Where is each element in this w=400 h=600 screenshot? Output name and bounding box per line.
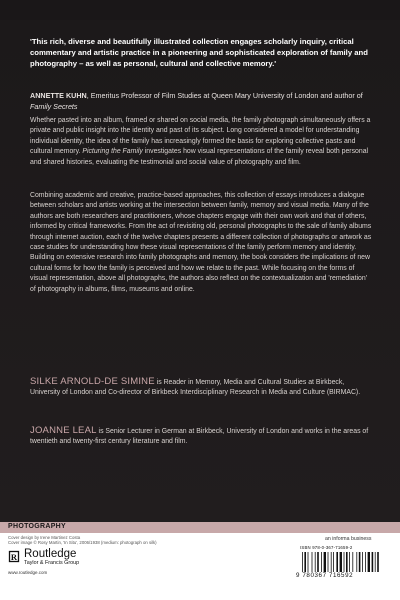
svg-text:R: R	[10, 552, 18, 562]
endorsement-attribution	[30, 90, 375, 112]
publisher-group: Taylor & Francis Group	[24, 560, 80, 566]
cover-design-credit: Cover design by Irene Martinez Costa	[8, 535, 81, 540]
informa-tagline: an informa business	[325, 536, 372, 542]
blurb-book-title: Picturing the Family	[82, 148, 143, 156]
blurb-p1-part-a: Whether pasted into an album, framed or shared on social media, the family photograph simultaneously offers a private and public insight into the identity and past of its subject. Long considered a model for understanding individual identity, the idea of the family has increasingly formed the basis for exploring collective pasts and cultural memory.	[30, 117, 371, 156]
publisher-name: Routledge	[24, 548, 77, 560]
cover-image-credit: Cover image © Rosy Martin, 'In Situ', 2006/1938 (medium: photograph on silk)	[8, 540, 157, 546]
endorser-name: ANNETTE KUHN	[30, 91, 87, 100]
category-bar	[0, 522, 400, 533]
editor-bio-1	[30, 377, 375, 399]
endorser-role: , Emeritus Professor of Film Studies at Queen Mary University of London and author of	[86, 91, 363, 100]
bottom-margin	[0, 582, 400, 600]
publisher-block	[24, 548, 79, 567]
editor-name-2: JOANNE LEAL	[30, 425, 97, 436]
blurb-p1-part-b: investigates how visual representations of the family reveal both personal and shared histories, evaluating the testimonial and social value of photography and film.	[30, 148, 369, 166]
isbn-label: ISBN 978-0-367-71659-2	[300, 545, 353, 550]
barcode-number: 9 780367 716592	[296, 572, 354, 579]
editor-bio-text-1: is Reader in Memory, Media and Cultural Studies at Birkbeck, University of London and Co-director of Birkbeck Interdisciplinary Research in Media and Culture (BIRMAC).	[30, 379, 361, 397]
endorser-book-title: Family Secrets	[30, 102, 78, 111]
category-label: PHOTOGRAPHY	[8, 523, 67, 530]
blurb-paragraph-2: Combining academic and creative, practice-based approaches, this collection of essays introduces a dialogue between scholars and artists working at the intersection between family, memory and visual media. Many of the authors are both researchers and practitioners, whose chapters engage with their own work and that of others, informed by critical frameworks. From the act of revisiting old, personal photographs to the sale of family albums through internet auction, each of the twelve chapters presents a different collection of photographs or artwork as case studies for understanding how these visual representations of the family perform memory and identity. Building on extensive research into family photographs and memory, the book considers the implications of new cultural forms for how the family is perceived and how we relate to the past. While focusing on the forms of visual representation, above all photographs, the authors also reflect on the contextualization and 'remediation' of photography in albums, films, museums and online.	[30, 192, 372, 293]
cover-credits	[8, 535, 157, 545]
editor-bio-text-2: is Senior Lecturer in German at Birkbeck, University of London and works in the areas of twentieth and twenty-first century literature and film.	[30, 428, 369, 446]
editor-name-1: SILKE ARNOLD-DE SIMINE	[30, 376, 155, 387]
publisher-website: www.routledge.com	[8, 570, 48, 575]
editor-bio-2	[30, 426, 375, 448]
endorsement-quote: 'This rich, diverse and beautifully illustrated collection engages scholarly inquiry, critical commentary and artistic practice in a pioneering and sophisticated exploration of family and photography – as well as personal, cultural and collective memory.'	[30, 37, 368, 68]
blurb-paragraph-1	[30, 116, 372, 168]
routledge-logo-icon	[8, 550, 20, 563]
